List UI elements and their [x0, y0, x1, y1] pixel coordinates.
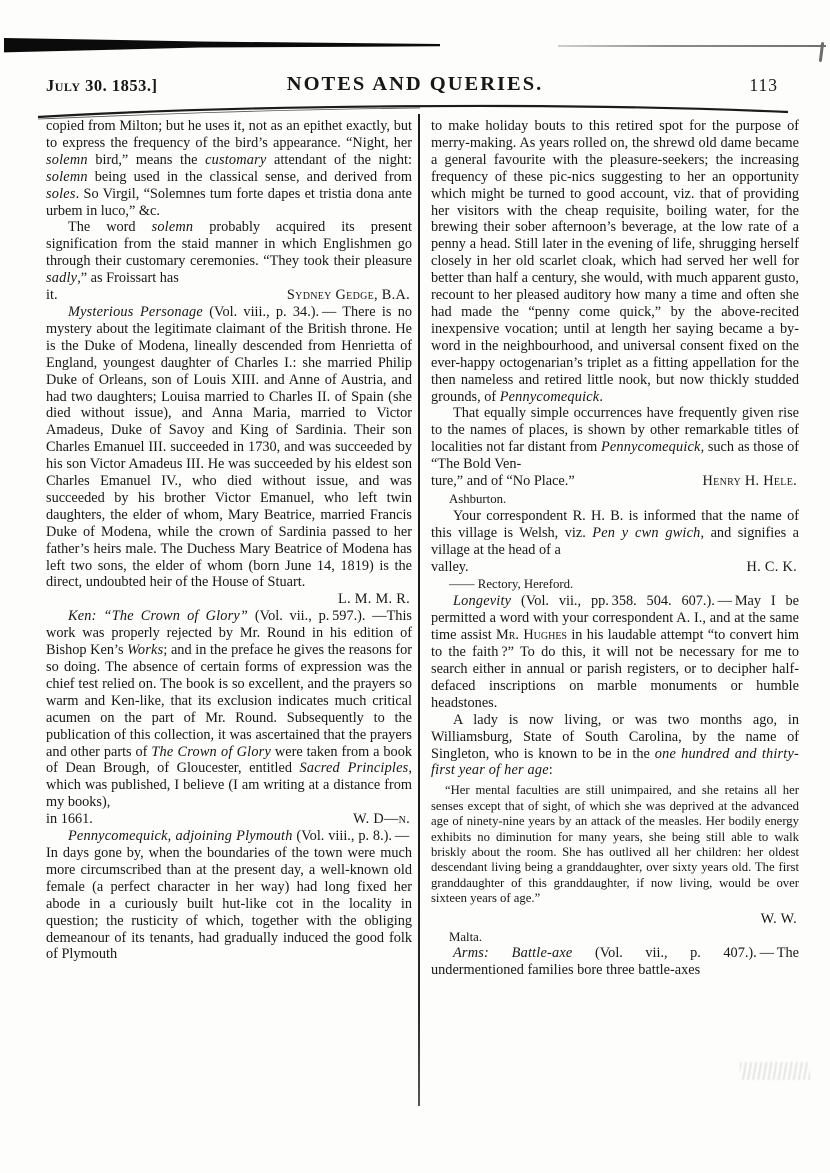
scan-artifact-smudge — [740, 1062, 810, 1080]
signature-row-hele — [431, 473, 799, 490]
paragraph-that-equally: That equally simple occurrences have frequently given rise to the names of places, is shown by other remarkable titles of localities not far distant from Pennycomequick, such as those of “The Bold Ven- — [431, 405, 800, 473]
column-divider-rule — [418, 114, 420, 1106]
paragraph-lady-singleton: A lady is now living, or was two months ago, in Williamsburg, State of South Carolina, by the name of Singleton, who is known to be in the one hundred and thirty-first year of her age: — [431, 711, 799, 779]
paragraph-ken-crown-of-glory: Ken: “The Crown of Glory” (Vol. vii., p. 597.). —This work was properly rejected by Mr. Round in his edition of Bishop Ken’s Works; and in the preface he gives the reasons for so doing. The absence of certain forms of expression was the chief test relied on. The book is so excellent, and the prayers so warm and Ken-like, that its exclusion indicates much critical acumen on the part of Mr. Round. Subsequently to the publication of this collection, it was ascertained that the prayers and other parts of The Crown of Glory were taken from a book of Dean Brough, of Gloucester, entitled Sacred Principles, which was published, I believe (I am writing at a distance from my books), — [46, 608, 412, 811]
contributor-signature: Henry H. Hele. — [702, 473, 797, 490]
left-column — [46, 118, 412, 963]
signature-row-gedge — [46, 287, 412, 304]
signature-line-start: in 1661. — [46, 811, 93, 828]
paragraph-solemn-continuation: copied from Milton; but he uses it, not as an epithet exactly, but to express the frequency of the bird’s appearance. “Night, her solemn bird,” means the customary attendant of the night: solemn being used in the classical sense, and derived from soles. So Virgil, “Solemnes tum forte dapes et tristia dona ante urbem in luco,” &c. — [46, 118, 412, 219]
right-column — [431, 118, 799, 979]
signature-row-wdn — [46, 811, 412, 828]
dateline-malta: Malta. — [449, 929, 483, 944]
contributor-signature: H. C. K. — [746, 558, 797, 575]
contributor-signature: L. M. M. R. — [337, 591, 410, 608]
contributor-signature: W. W. — [760, 910, 797, 927]
paragraph-welsh-village: Your correspondent R. H. B. is informed that the name of this village is Welsh, viz. Pen y cwn gwich, and signifies a village at the head of a — [431, 507, 799, 558]
header-rule — [0, 98, 830, 120]
blockquote-text: “Her mental faculties are still unimpaired, and she retains all her senses except that of sight, of which she was deprived at the advanced age of ninety-nine years by an attack of the measles. Her bodily energy exhibits no diminution for many years, she being still able to walk briskly about the room. She has outlived all her children: her oldest descendant living being a granddaughter, over sixty years old. The first granddaughter of this granddaughter, if now living, would be over sixteen years of age.” — [431, 783, 799, 906]
signature-line-start: valley. — [431, 558, 469, 575]
paragraph-arms-battle-axe: Arms: Battle-axe (Vol. vii., p. 407.). — The undermentioned families bore three battle-axes — [431, 945, 799, 979]
signature-line-start: it. — [46, 287, 58, 304]
paragraph-pennycomequick: Pennycomequick, adjoining Plymouth (Vol. viii., p. 8.). — In days gone by, when the boundaries of the town were much more circumscribed than at the present day, a well-known old female (a perfect character in her way) had long fixed her abode in a curiously built hut-like cot in the locality in question; the rusticity of which, together with the obliging demeanour of its tenants, had gradually induced the good folk of Plymouth — [46, 828, 412, 963]
signature-row-hck — [431, 559, 799, 576]
blockquote-singleton-report — [431, 783, 799, 906]
signature-row-lmmr — [46, 591, 412, 608]
journal-title: NOTES AND QUERIES. — [286, 73, 544, 95]
page-number: 113 — [749, 75, 778, 95]
dateline-rectory-hereford: —— Rectory, Hereford. — [449, 577, 574, 592]
scan-artifact-top-left — [4, 37, 440, 53]
paragraph-longevity: Longevity (Vol. vii., pp. 358. 504. 607.). — May I be permitted a word with your correspondent A. I., and at the same time assist Mr. Hughes in his laudable attempt “to convert him to the faith ?” To do this, it will not be necessary for me to search either in annual or parish registers, or to decipher half-defaced inscriptions on marble monuments or humble headstones. — [431, 593, 799, 711]
signature-line-start: ture,” and of “No Place.” — [431, 473, 575, 490]
paragraph-solemn-signification: The word solemn probably acquired its present signification from the staid manner in which Englishmen go through their customary ceremonies. “They took their pleasure sadly,” as Froissart has — [46, 219, 412, 287]
signature-row-ww — [431, 911, 799, 928]
contributor-signature: W. D—n. — [353, 811, 410, 828]
paragraph-mysterious-personage: Mysterious Personage (Vol. viii., p. 34.). — There is no mystery about the legitimate claimant of the British throne. He is the Duke of Modena, lineally descended from Henrietta of England, youngest daughter of Charles I.: she married Philip Duke of Orleans, son of Louis XIII. and Anne of Austria, and had two daughters; Louisa married to Charles II. of Spain (she died without issue), and Anna Maria, married to Victor Amadeus, Duke of Savoy and King of Sardinia. Their son Charles Emanuel III. succeeded in 1730, and was succeeded by his son Victor Amadeus III. He was succeeded by his eldest son Charles Emanuel IV., who died without issue, and was succeeded by his brother Victor Emanuel, who left twin daughters, the elder of whom, Mary Beatrice, married Francis Duke of Modena, while the crown of Sardinia passed to her father’s heirs male. The Duchess Mary Beatrice of Modena has left two sons, the elder of whom (born June 14, 1819) is the direct, undoubted heir of the House of Stuart. — [46, 303, 412, 591]
dateline-ashburton: Ashburton. — [449, 491, 507, 506]
paragraph-holiday-bouts-continuation: to make holiday bouts to this retired spot for the purpose of merry-making. As years rolled on, the shrewd old dame became a general favourite with the pleasure-seekers; the increasing frequency of these pic-nics suggesting to her an opportunity which might be turned to good account, viz. that of providing her visitors with the cheap requisite, boiling water, for the brewing their sober afternoon’s beverage, at the low rate of a penny a head. Still later in the evening of life, shrugging herself closely in her old scarlet cloak, which had served her well for better than half a century, she would, with much apparent gusto, recount to her pleased auditory how many a time and often she had made the “penny come quick,” by the above-recited inexpensive vocation; until at length her saying became a by-word in the neighbourhood, and universal consent fixed on the ever-happy octogenarian’s triplet as a fitting appellation for the then nameless and retired little nook, but now thickly studded grounds, of Pennycomequick. — [431, 118, 799, 405]
scan-artifact-top-right-line — [558, 45, 826, 47]
header-issue-date: July 30. 1853.] — [46, 76, 158, 95]
contributor-signature: Sydney Gedge, B.A. — [286, 287, 410, 304]
